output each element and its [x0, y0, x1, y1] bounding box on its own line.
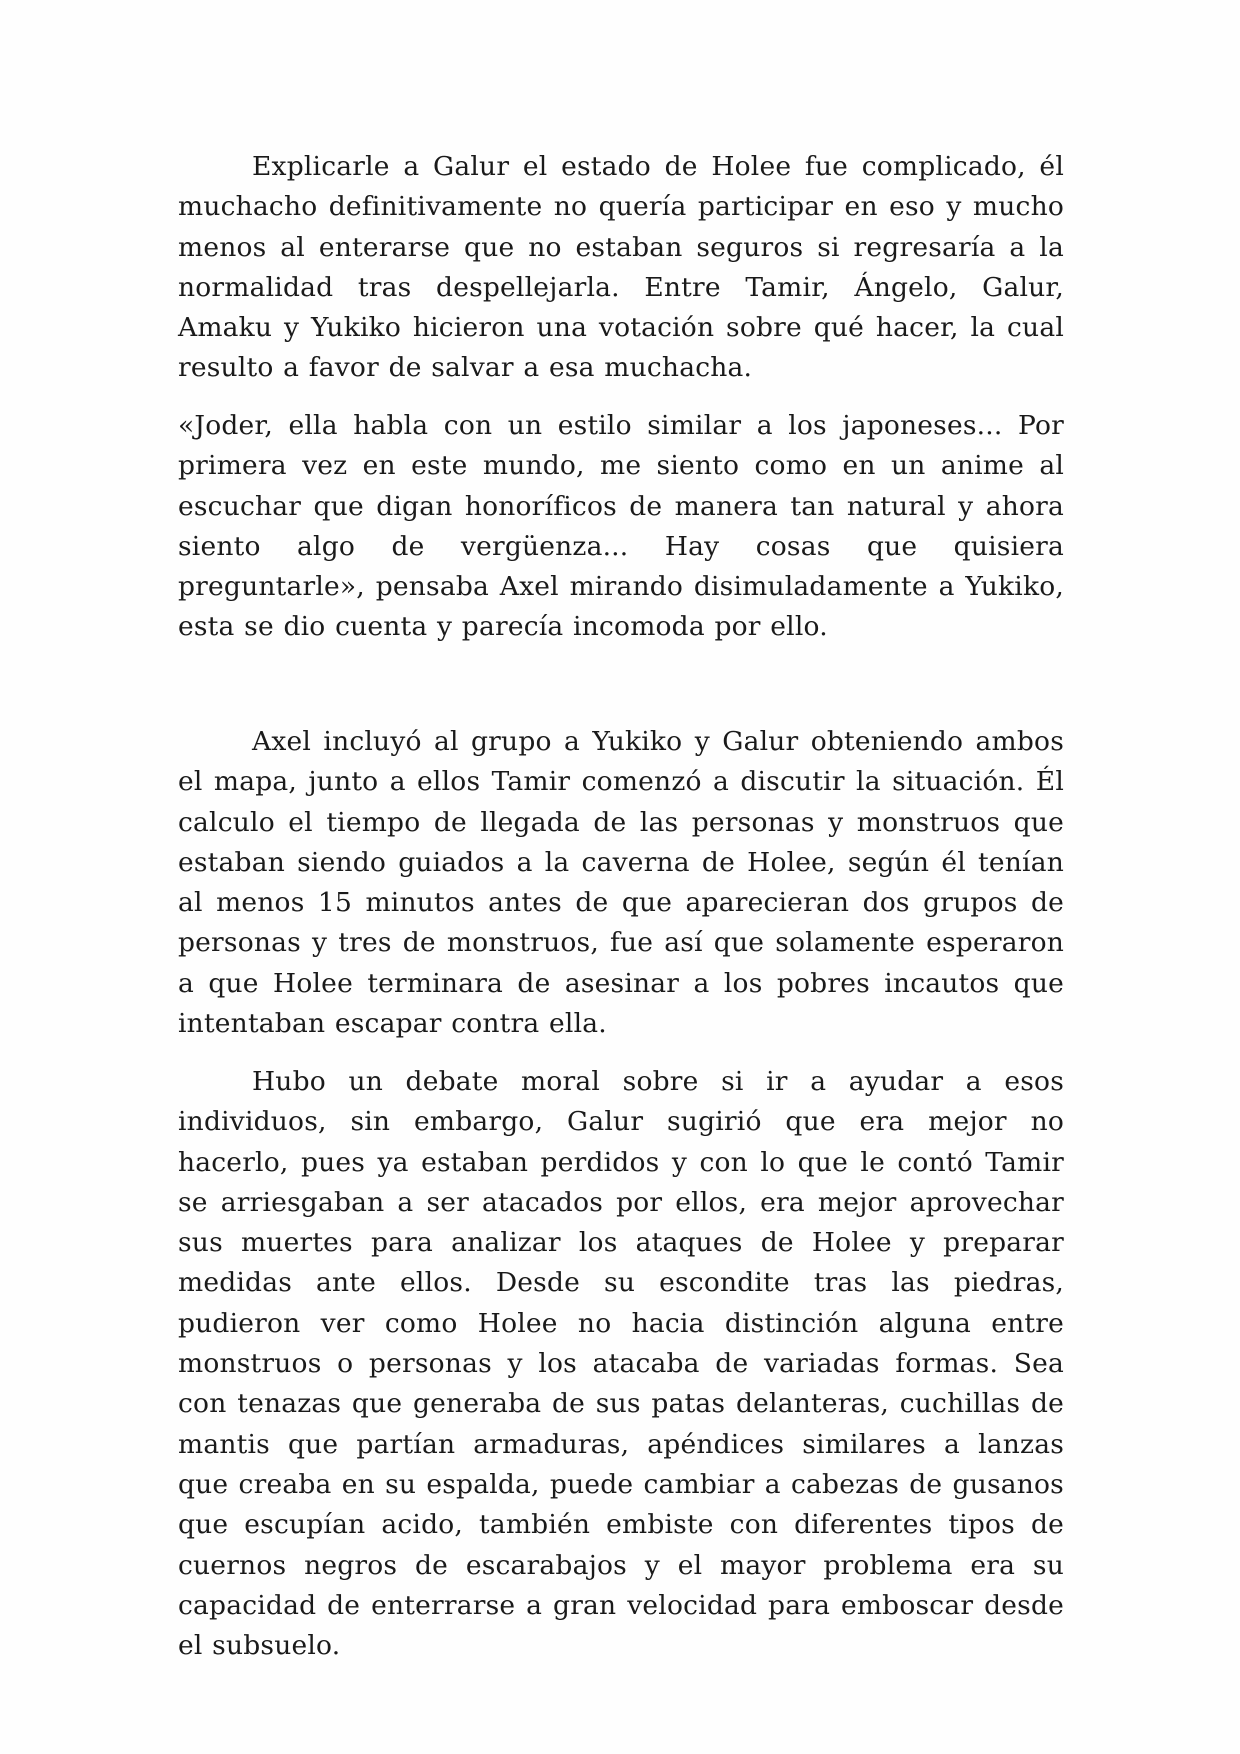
paragraph-text: «Joder, ella habla con un estilo similar a los japoneses... Por primera vez en este mundo, me siento como en un anime al escuchar que digan honoríficos de manera tan natural y ahora siento algo de vergüenza... Hay cosas que quisiera preguntarle», pensaba Axel mirando disimuladamente a Yukiko, esta se dio cuenta y parecía incomoda por ello.: [178, 410, 1064, 643]
paragraph-text: Explicarle a Galur el estado de Holee fue complicado, él muchacho definitivamente no quería participar en eso y mucho menos al enterarse que no estaban seguros si regresaría a la normalidad tras despellejarla. Entre Tamir, Ángelo, Galur, Amaku y Yukiko hicieron una votación sobre qué hacer, la cual resulto a favor de salvar a esa muchacha.: [178, 151, 1064, 384]
paragraph-text: Axel incluyó al grupo a Yukiko y Galur obteniendo ambos el mapa, junto a ellos Tamir comenzó a discutir la situación. Él calculo el tiempo de llegada de las personas y monstruos que estaban siendo guiados a la caverna de Holee, según él tenían al menos 15 minutos antes de que aparecieran dos grupos de personas y tres de monstruos, fue así que solamente esperaron a que Holee terminara de asesinar a los pobres incautos que intentaban escapar contra ella.: [178, 726, 1064, 1040]
paragraph-4: [178, 1062, 1064, 1666]
paragraph-text: Hubo un debate moral sobre si ir a ayudar a esos individuos, sin embargo, Galur sugirió que era mejor no hacerlo, pues ya estaban perdidos y con lo que le contó Tamir se arriesgaban a ser atacados por ellos, era mejor aprovechar sus muertes para analizar los ataques de Holee y preparar medidas ante ellos. Desde su escondite tras las piedras, pudieron ver como Holee no hacia distinción alguna entre monstruos o personas y los atacaba de variadas formas. Sea con tenazas que generaba de sus patas delanteras, cuchillas de mantis que partían armaduras, apéndices similares a lanzas que creaba en su espalda, puede cambiar a cabezas de gusanos que escupían acido, también embiste con diferentes tipos de cuernos negros de escarabajos y el mayor problema era su capacidad de enterrarse a gran velocidad para emboscar desde el subsuelo.: [178, 1066, 1064, 1662]
paragraph-2: [178, 406, 1064, 648]
paragraph-3: [178, 722, 1064, 1044]
paragraph-1: [178, 147, 1064, 389]
